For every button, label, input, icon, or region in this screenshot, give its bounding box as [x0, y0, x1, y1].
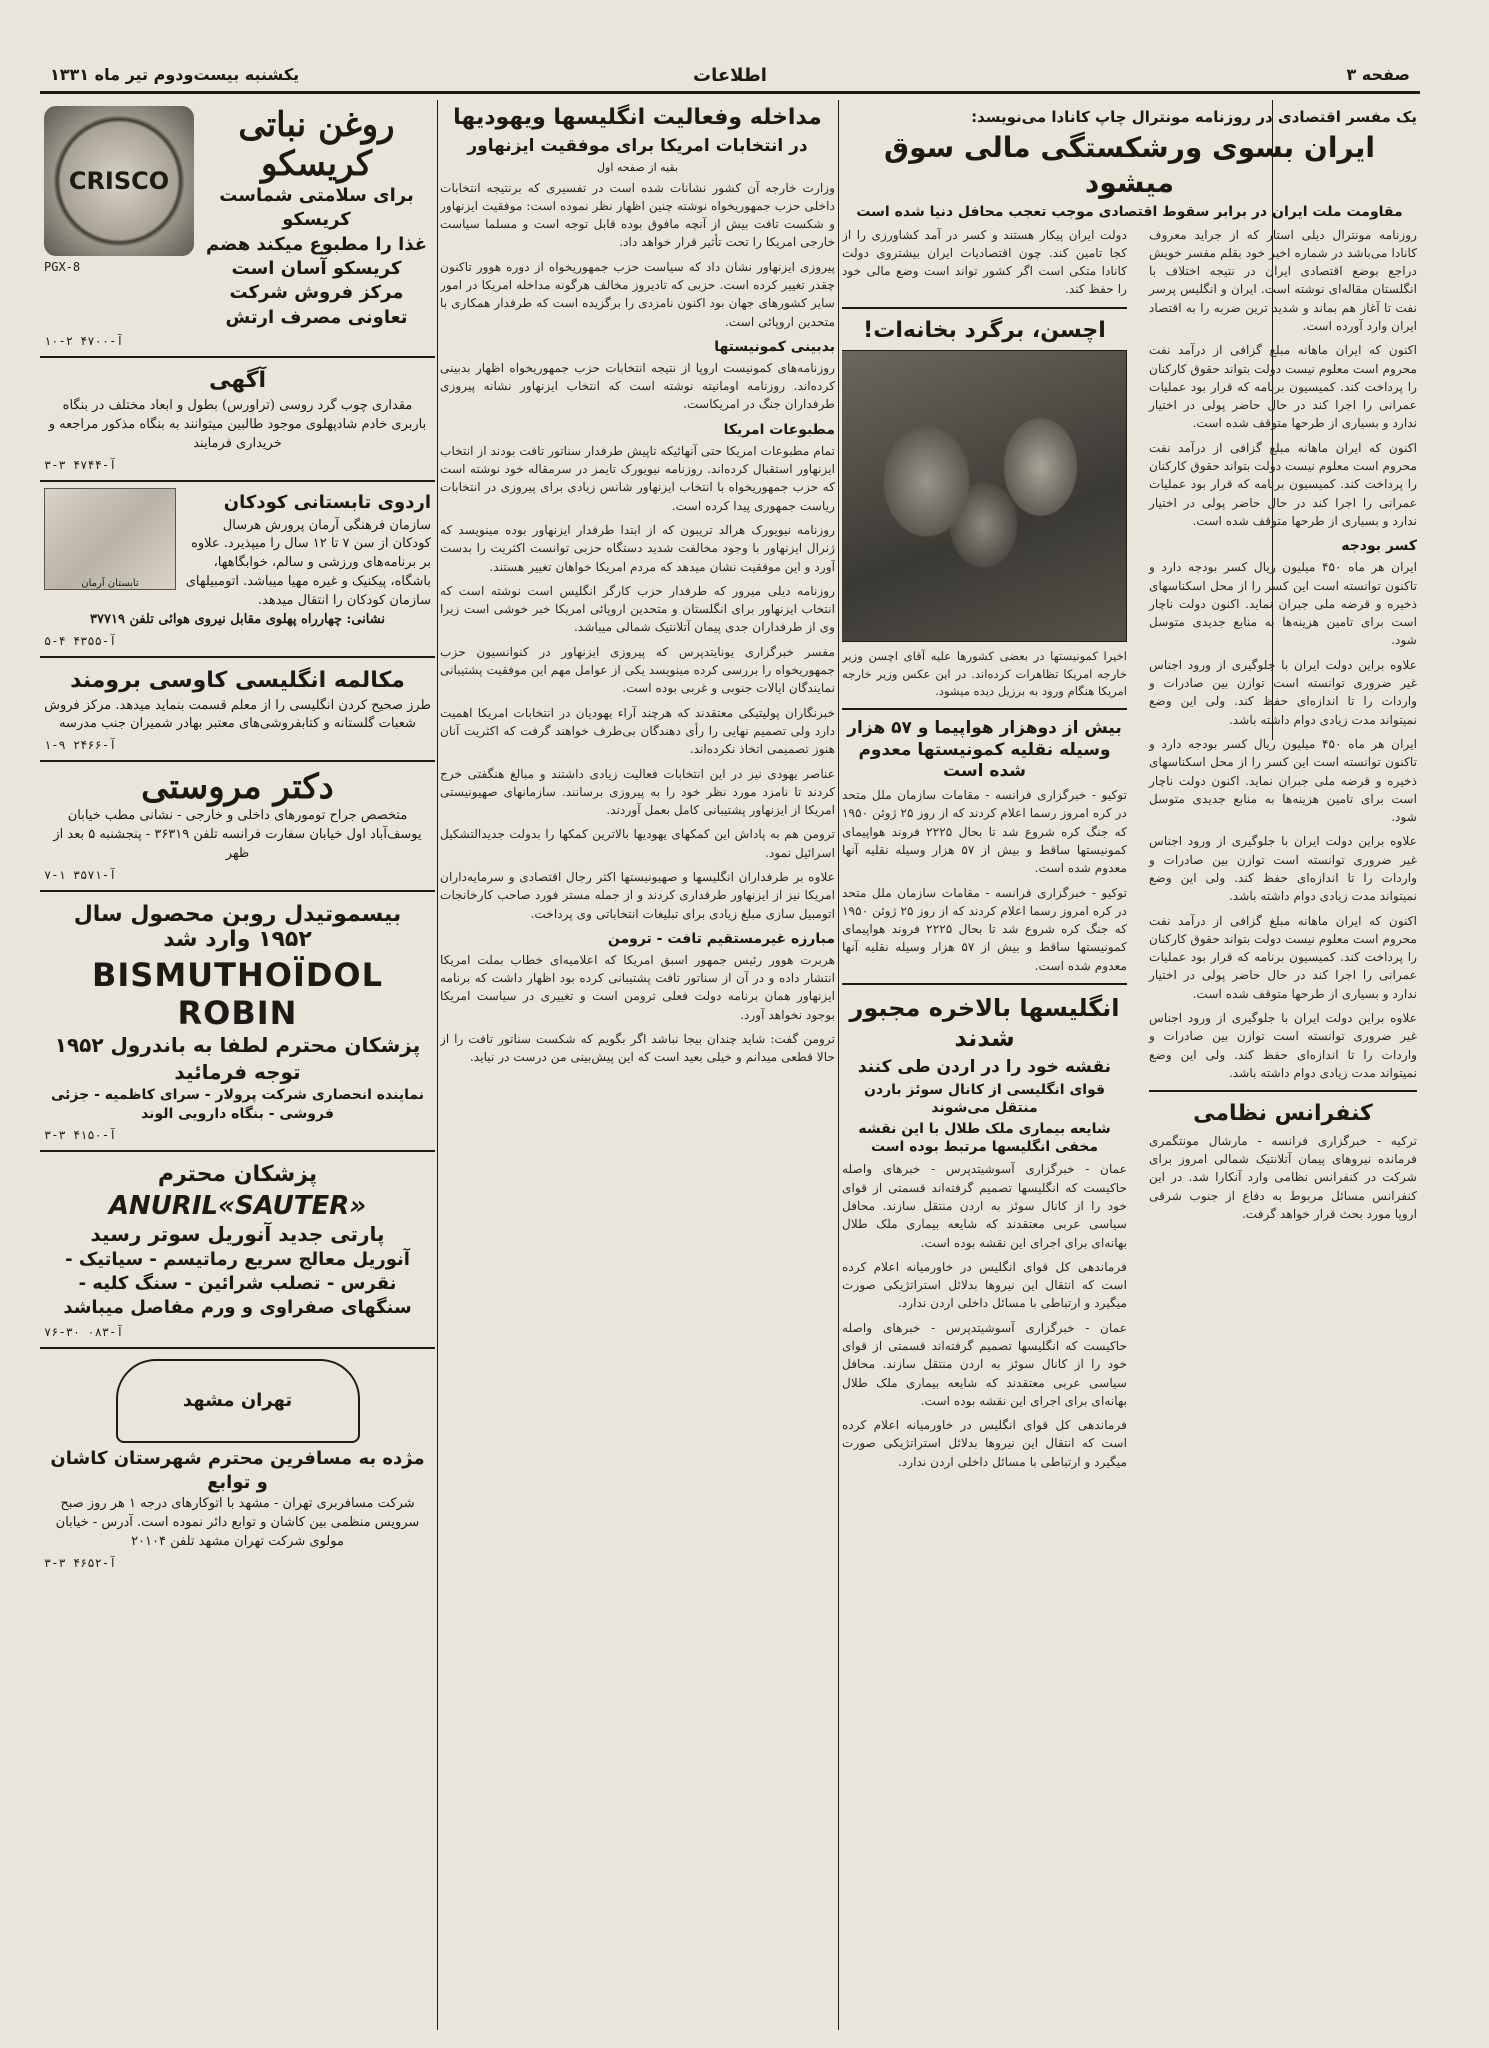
ad-headline: اردوی تابستانی کودکان [223, 491, 431, 513]
section-subhead: مبارزه غیرمستقیم تافت - ترومن [607, 930, 835, 947]
ad-headline: بیسموتیدل روبن محصول سال ۱۹۵۲ وارد شد [73, 901, 402, 952]
news-column-middle [440, 100, 835, 1073]
article-paragraph: ترومن هم به پاداش این کمکهای یهودیها بالاترین کمکها را بدولت جدیدالتشکیل اسرائیل نمود. [440, 827, 835, 860]
article-paragraph: تمام مطبوعات امریکا حتی آنهائیکه تاپیش طرفدار سناتور تافت بودند از انتخاب ایزنهاور استقبال کرده‌اند. روزنامه نیویورک تایمز در سرمقاله خود نوشته است که حزب جمهوریخواه با انتخاب ایزنهاور شانس زیادی برای پیروزی در انتخابات ریاست جمهوری پیدا کرده است. [440, 443, 835, 513]
ad-address: نشانی: چهارراه پهلوی مقابل نیروی هوائی تلفن ۳۷۷۱۹ [90, 611, 385, 627]
news-column-right [842, 100, 1417, 2026]
ad-headline: پزشکان محترم [157, 1161, 318, 1187]
section-subhead: کسر بودجه [1341, 538, 1417, 555]
article-subhead: در انتخابات امریکا برای موفقیت ایزنهاور [467, 135, 808, 156]
article-subhead: قوای انگلیسی از کانال سوئز باردن منتقل می‌شوند [863, 1082, 1106, 1116]
ad-headline: دکتر مروستی [141, 767, 334, 808]
article-paragraph: توکیو - خبرگزاری فرانسه - مقامات سازمان ملل متحد در کره امروز رسما اعلام کردند که از روز ۲۵ ژوئن ۱۹۵۰ که جنگ کره شروع شد تا بحال ۲۲۲۵ فروند هواپیمای کمونیستها ساقط و بیش از ۵۷ هزار وسیله نقلیه آنها معدوم شده است. [842, 788, 1127, 876]
ad-text: آنوریل معالج سریع رماتیسم - سیاتیک - نقرس - تصلب شرائین - سنگ کلیه - سنگهای صفراوی و ورم مفاصل میباشد [63, 1248, 412, 1319]
ad-tehran-mashhad [40, 1349, 435, 1578]
article-headline: انگلیسها بالاخره مجبور شدند [849, 994, 1120, 1053]
article-paragraph: مفسر خبرگزاری یونایتدپرس که پیروزی ایزنهاور در کنوانسیون حزب جمهوریخواه را بررسی کرده مینویسد یکی از عوامل مهم این موفقیت پشتیبانی نمایندگان ایالات جنوبی و غربی بوده است. [440, 644, 835, 696]
ad-text: نماینده انحصاری شرکت پرولار - سرای کاظمیه - جزئی فروشی - بنگاه دارویی الوند [50, 1086, 425, 1122]
article-paragraph: ترکیه - خبرگزاری فرانسه - مارشال مونتگمری فرمانده نیروهای پیمان آتلانتیک شمالی امروز برای شرکت در کنفرانس نظامی وارد آنکارا شد. در این کنفرانس مسائل مربوط به دفاع از جنوب شرقی اروپا مورد بحث قرار خواهد گرفت. [1149, 1133, 1417, 1221]
article-headline: بیش از دوهزار هواپیما و ۵۷ هزار وسیله نقلیه کمونیستها معدوم شده است [847, 718, 1122, 781]
article-paragraph: اکنون که ایران ماهانه مبلغ گزافی از درآمد نفت محروم است معلوم نیست دولت بتواند حقوق کارکنان را پرداخت کند. کمیسیون برنامه که قرار بود عملیات عمرانی را اجرا کند در حال حاضر پولی در اختیار ندارد و بسیاری از طرحها متوقف شده است. [1149, 913, 1417, 1001]
ad-headline: مژده به مسافرین محترم شهرستان کاشان و توابع [50, 1447, 425, 1493]
photo-caption: اخیرا کمونیستها در بعضی کشورها علیه آقای اچسن وزیر خارجه امریکا تظاهرات کرده‌اند. در این عکس وزیر خارجه امریکا هنگام ورود به برزیل دیده میشود. [842, 649, 1127, 698]
article-paragraph: ایران هر ماه ۴۵۰ میلیون ریال کسر بودجه دارد و تاکنون توانسته است این کسر را از محل اسکناسهای ذخیره و قرضه ملی جبران نماید. اکنون دولت ناچار است برای تامین هزینه‌ها به منابع جدیدی متوسل شود. [1149, 560, 1417, 648]
divider [842, 983, 1127, 985]
article-headline: کنفرانس نظامی [1193, 1101, 1373, 1127]
article-paragraph: عمان - خبرگزاری آسوشیتدپرس - خبرهای واصله حاکیست که انگلیسها تصمیم گرفته‌اند قسمتی از قوای خود را از کانال سوئز به اردن منتقل سازند. محافل سیاسی عربی معتقدند که شایعه بیماری ملک طلال بهانه‌ای برای اجرای این نقشه بوده است. [842, 1162, 1127, 1250]
article-paragraph: توکیو - خبرگزاری فرانسه - مقامات سازمان ملل متحد در کره امروز رسما اعلام کردند که از روز ۲۵ ژوئن ۱۹۵۰ که جنگ کره شروع شد تا بحال ۲۲۲۵ فروند هواپیمای کمونیستها ساقط و بیش از ۵۷ هزار وسیله نقلیه آنها معدوم شده است. [842, 885, 1127, 973]
article-subhead: شایعه بیماری ملک طلال با این نقشه مخفی انگلیسها مرتبط بوده است [858, 1121, 1111, 1155]
article-column-a [1149, 226, 1417, 1230]
ad-reference: آ-۰۸۳ ۳۰-۷۶ [44, 1324, 124, 1339]
article-paragraph: فرماندهی کل قوای انگلیس در خاورمیانه اعلام کرده است که انتقال این نیروها بدلائل استراتژیکی صورت میگیرد و ارتباطی با مسائل داخلی اردن ندارد. [842, 1259, 1127, 1311]
article-paragraph: ایران هر ماه ۴۵۰ میلیون ریال کسر بودجه دارد و تاکنون توانسته است این کسر را از محل اسکناسهای ذخیره و قرضه ملی جبران نماید. اکنون دولت ناچار است برای تامین هزینه‌ها به منابع جدیدی متوسل شود. [1149, 736, 1417, 825]
section-subhead: بدبینی کمونیستها [714, 338, 835, 355]
article-paragraph: روزنامه نیویورک هرالد تریبون که از ابتدا طرفدار ایزنهاور بوده مینویسد که ژنرال ایزنهاور با وجود مخالفت شدید دستگاه حزبی توانست اکثریت را بدست آورد و این موفقیت نشان میدهد که مردم امریکا خواهان تغییر هستند. [440, 522, 835, 574]
ad-text: پزشکان محترم لطفا به باندرول ۱۹۵۲ توجه فرمائید [54, 1032, 421, 1084]
ad-text: متخصص جراح تومورهای داخلی و خارجی - نشانی مطب خیابان یوسف‌آباد اول خیابان سفارت فرانسه تلفن ۳۶۳۱۹ - پنجشنبه ۵ بعد از ظهر [53, 808, 422, 862]
ad-text: طرز صحیح کردن انگلیسی را از معلم قسمت بنماید میدهد. مرکز فروش شعبات گلستانه و کتابفروشی‌های معتبر بهادر شمیران جنب مدرسه [44, 697, 431, 732]
article-paragraph: خبرنگاران پولیتیکی معتقدند که هرچند آراء یهودیان در انتخابات امریکا اهمیت دارد ولی تصمیم نهایی را رأی دهندگان بی‌طرف خواهند گرفت که اکثریت آنان هنوز تصمیمی اتخاذ نکرده‌اند. [440, 705, 835, 757]
article-subhead: مقاومت ملت ایران در برابر سقوط اقتصادی موجب تعجب محافل دنیا شده است [856, 204, 1403, 220]
ad-text: برای سلامتی شماست کریسکو [219, 185, 414, 231]
ad-notice [40, 358, 435, 482]
article-paragraph: عمان - خبرگزاری آسوشیتدپرس - خبرهای واصله حاکیست که انگلیسها تصمیم گرفته‌اند قسمتی از قوای خود را از کانال سوئز به اردن منتقل سازند. محافل سیاسی عربی معتقدند که شایعه بیماری ملک طلال بهانه‌ای برای اجرای این نقشه بوده است. [842, 1320, 1127, 1408]
ad-brand: ANURIL«SAUTER» [108, 1190, 367, 1221]
divider [842, 307, 1127, 309]
issue-date: یکشنبه بیست‌ودوم تیر ماه ۱۳۳۱ [50, 65, 300, 84]
article-paragraph: علاوه براین دولت ایران با جلوگیری از ورود اجناس غیر ضروری توانسته است توازن بین صادرات و واردات را تا اندازه‌ای حفظ کند. ولی این وضع نمیتواند مدت زیادی دوام داشته باشد. [1149, 1011, 1417, 1080]
ad-code: PGX-8 [44, 260, 81, 274]
ad-headline: آگهی [208, 367, 267, 393]
article-subhead: نقشه خود را در اردن طی کنند [857, 1057, 1112, 1078]
column-divider [838, 100, 839, 2030]
ad-english-course [40, 658, 435, 763]
article-paragraph: هربرت هوور رئیس جمهور اسبق امریکا که اعلامیه‌ای خطاب بملت امریکا انتشار داده و در آن از سناتور تافت پشتیبانی کرده بود اظهار داشت که برنامه ایزنهاور همان برنامه دولت فعلی ترومن است و تغییری در سیاست امریکا بوجود نخواهد آورد. [440, 952, 835, 1022]
ad-reference: آ-۴۶۵۲ ۳-۳ [44, 1555, 117, 1570]
article-kicker: یک مفسر اقتصادی در روزنامه مونترال چاپ کانادا می‌نویسد: [971, 108, 1417, 126]
ad-text: شرکت مسافربری تهران - مشهد با اتوکارهای درجه ۱ هر روز صبح سرویس منظمی بین کاشان و توابع دائر نموده است. آدرس - خیابان مولوی شرکت تهران مشهد تلفن ۲۰۱۰۴ [55, 1496, 420, 1549]
article-paragraph: روزنامه مونترال دیلی استار که از جراید معروف کانادا می‌باشد در شماره اخیر خود بقلم مفسر خویش دراجع بوضع اقتصادی ایران در نتیجه اختلاف با انگلستان مقاله‌ای نوشته است. ایران و انگلیس پرسر نفت تا آغاز هم بماند و شدید ترین ضربه را به اقتصاد ایران وارد آورده است. [1149, 227, 1417, 333]
ad-text: پارتی جدید آنوریل سوتر رسید [90, 1221, 385, 1246]
ad-reference: آ-۳۵۷۱ ۱-۷ [44, 867, 117, 882]
article-paragraph: عناصر یهودی نیز در این انتخابات فعالیت زیادی داشتند و مبالغ هنگفتی خرج کردند تا نامزد مورد نظر خود را به پیروزی برسانند. سازمانهای صهیونیستی امریکا از ایزنهاور پشتیبانی کامل بعمل آوردند. [440, 766, 835, 818]
article-paragraph: روزنامه دیلی میرور که طرفدار حزب کارگر انگلیس است نوشته است که انتخاب ایزنهاور برای انگلستان و متحدین اروپائی امریکا خبر خوشی است زیرا وی از طرفداران جدی پیمان آتلانتیک شمالی میباشد. [440, 583, 835, 635]
masthead [40, 55, 1420, 94]
ad-reference: آ-۴۷۰۰ ۲-۱۰ [44, 333, 124, 348]
newspaper-name: اطلاعات [693, 65, 767, 86]
children-illustration: تابستان آرمان [44, 488, 176, 590]
article-headline: مداخله وفعالیت انگلیسها ویهودیها [453, 105, 822, 130]
ad-headline: مکالمه انگلیسی کاوسی برومند [70, 667, 405, 693]
article-paragraph: علاوه بر طرفداران انگلیسها و صهیونیستها اکثر رجال اقتصادی و سرمایه‌داران امریکا نیز از ایزنهاور طرفداری کردند و از جمله مستر فورد صاحب کارخانجات اتومبیل سازی مبلغ زیادی برای تبلیغات انتخاباتی وی پرداخت. [440, 870, 835, 921]
article-paragraph: علاوه براین دولت ایران با جلوگیری از ورود اجناس غیر ضروری توانسته است توازن بین صادرات و واردات را تا اندازه‌ای حفظ کند. ولی این وضع نمیتواند مدت زیادی دوام داشته باشد. [1149, 834, 1417, 904]
ad-crisco [40, 100, 435, 358]
article-paragraph: دولت ایران پیکار هستند و کسر در آمد کشاورزی را از کجا تامین کند. چون اقتصادیات ایران بیشتروی دولت کانادا متکی است اگر کشور تواند است وضع مالی خود را حفظ کند. [842, 227, 1127, 297]
ad-headline: روغن نباتی کریسکو [238, 105, 395, 185]
article-paragraph: فرماندهی کل قوای انگلیس در خاورمیانه اعلام کرده است که انتقال این نیروها بدلائل استراتژیکی صورت میگیرد و ارتباطی با مسائل داخلی اردن ندارد. [842, 1418, 1127, 1469]
ad-brand: BISMUTHOÏDOL ROBIN [91, 955, 384, 1032]
ad-bismuthoidol [40, 892, 435, 1152]
divider [1149, 1090, 1417, 1092]
crisco-can-image: CRISCO [44, 106, 194, 256]
article-headline: ایران بسوی ورشکستگی مالی سوق میشود [884, 131, 1375, 199]
article-paragraph: ترومن گفت: شاید چندان بیجا نباشد اگر بگویم که شکست سناتور تافت را از حالا قطعی میدانم و خیلی بعید است که این پیش‌بینی من درست در نیاید. [440, 1032, 835, 1065]
page-number: صفحه ۳ [1346, 65, 1410, 84]
article-paragraph: روزنامه‌های کمونیست اروپا از نتیجه انتخابات حزب جمهوریخواه اظهار بدبینی کرده‌اند. روزنامه اومانیته نوشته است که انتخاب ایزنهاور نشانه پیروزی طرفداران جنگ در امریکاست. [440, 360, 835, 412]
photo-headline: اچسن، برگرد بخانه‌ات! [863, 317, 1106, 343]
ad-doctor [40, 762, 435, 892]
article-paragraph: علاوه براین دولت ایران با جلوگیری از ورود اجناس غیر ضروری توانسته است توازن بین صادرات و واردات را تا اندازه‌ای حفظ کند. ولی این وضع نمیتواند مدت زیادی دوام داشته باشد. [1149, 657, 1417, 727]
section-subhead: مطبوعات امریکا [723, 421, 835, 438]
company-logo: تهران مشهد [116, 1359, 360, 1443]
article-column-b [842, 226, 1127, 1478]
ad-text: سازمان فرهنگی آرمان پرورش هرسال کودکان از سن ۷ تا ۱۲ سال را میپذیرد. علاوه بر برنامه‌های ورزشی و سالم، خوابگاهها، باشگاه، پیکنیک و غیره مهیا میباشد. اتومبیلهای سازمان کودکان را انتقال میدهد. [185, 517, 431, 608]
ads-column [40, 100, 435, 1578]
ad-text: مرکز فروش شرکت تعاونی مصرف ارتش [225, 282, 408, 328]
ad-text: مقداری چوب گرد روسی (تراورس) بطول و ابعاد مختلف در بنگاه باربری خادم شادپهلوی موجود طالبین میتوانند به بنگاه مذکور مراجعه و خریداری فرمایند [48, 397, 427, 451]
ad-anuril [40, 1152, 435, 1349]
ad-reference: آ-۴۷۴۴ ۳-۳ [44, 457, 117, 472]
continued-note: بقیه از صفحه اول [597, 160, 678, 174]
ad-reference: آ-۲۴۶۶ ۹-۱ [44, 738, 117, 753]
article-paragraph: اکنون که ایران ماهانه مبلغ گزافی از درآمد نفت محروم است معلوم نیست دولت بتواند حقوق کارکنان را پرداخت کند. کمیسیون برنامه که قرار بود عملیات عمرانی را اجرا کند در حال حاضر پولی در اختیار ندارد و بسیاری از طرحها متوقف شده است. [1149, 343, 1417, 431]
ad-text: غذا را مطبوع میکند هضم کریسکو آسان است [205, 233, 428, 280]
divider [842, 708, 1127, 710]
column-divider [437, 100, 438, 2030]
article-paragraph: پیروزی ایزنهاور نشان داد که سیاست حزب جمهوریخواه از دوره هوور تاکنون چقدر تغییر کرده است. حزبی که تادیروز مخالف هرگونه مداخله امریکا در امور سایر کشورهای جهان بود اکنون نامزدی را برگزیده است که طرفدار همکاری با متحدین اروپائی است. [440, 259, 835, 329]
ad-reference: آ-۴۱۵۰ ۳-۳ [44, 1127, 117, 1142]
article-paragraph: وزارت خارجه آن کشور نشانات شده است در تفسیری که برنتیجه انتخابات داخلی حزب جمهوریخواه نوشته چنین اظهار نظر نموده است: موفقیت ایزنهاور و شکست تافت بیش از آنچه مافوق بوده قابل توجه است و مسلما سیاست خارجی امریکا را تحت تأثیر قرار خواهد داد. [440, 180, 835, 250]
article-paragraph: اکنون که ایران ماهانه مبلغ گزافی از درآمد نفت محروم است معلوم نیست دولت بتواند حقوق کارکنان را پرداخت کند. کمیسیون برنامه که قرار بود عملیات عمرانی را اجرا کند در حال حاضر پولی در اختیار ندارد و بسیاری از طرحها متوقف شده است. [1149, 440, 1417, 528]
ad-summer-camp [40, 482, 435, 658]
ad-reference: آ-۴۳۵۵ ۴-۵ [44, 633, 117, 648]
article-body-split [842, 226, 1417, 2026]
news-photo [842, 350, 1127, 642]
